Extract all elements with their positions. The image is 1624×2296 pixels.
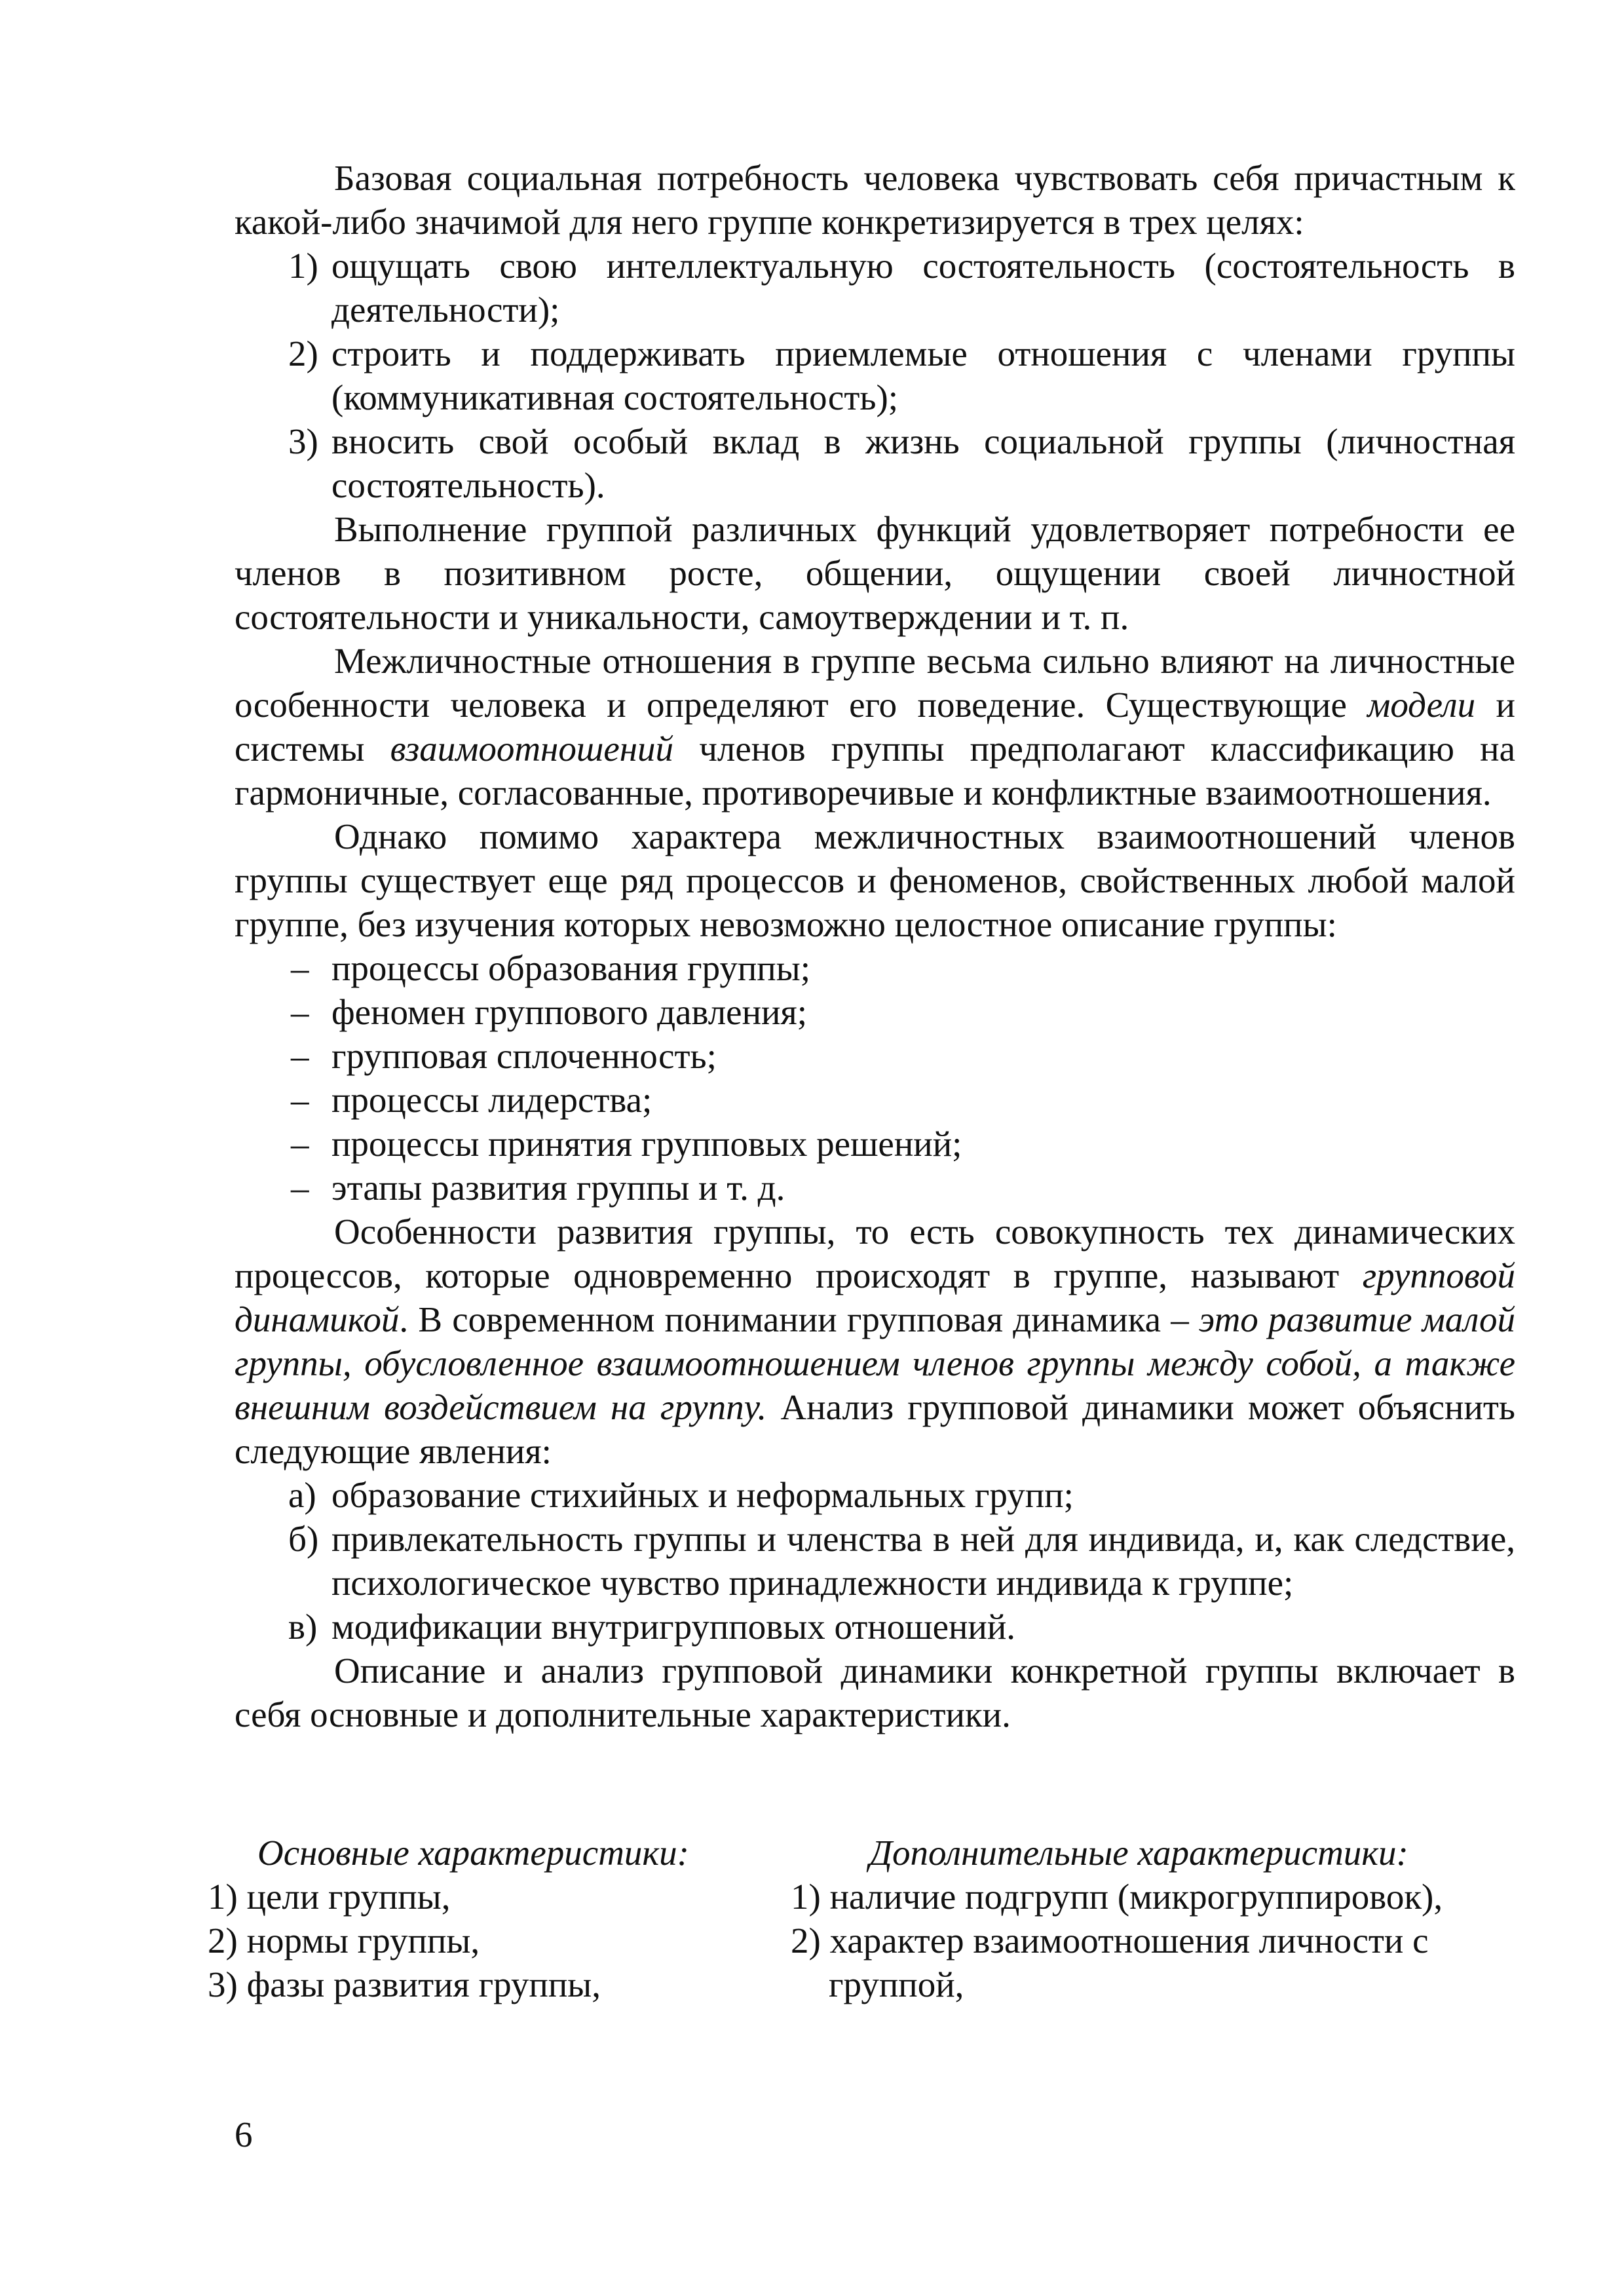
list-marker: –: [291, 1124, 309, 1164]
emphasis: модели: [1367, 685, 1476, 725]
list-marker: –: [291, 992, 309, 1032]
additional-characteristics-list: [791, 1875, 1518, 2006]
list-item: 3) фазы развития группы,: [208, 1964, 601, 2004]
list-item: – этапы развития группы и т. д.: [235, 1166, 1515, 1210]
list-item: – процессы образования группы;: [235, 946, 1515, 990]
list-item: 2) нормы группы,: [208, 1921, 480, 1961]
list-marker: 1): [288, 246, 318, 286]
processes-list: [235, 946, 1515, 1210]
list-marker: –: [291, 948, 309, 988]
list-item: 2) строить и поддерживать приемлемые отношения с членами группы (коммуникативная состоятельность);: [235, 332, 1515, 419]
functions-paragraph: Выполнение группой различных функций удовлетворяет потребности ее членов в позитивном росте, общении, ощущении своей личностной состоятельности и уникальности, самоутверждении и т. п.: [235, 509, 1515, 637]
list-marker: –: [291, 1080, 309, 1120]
list-item: 3) вносить свой особый вклад в жизнь социальной группы (личностная состоятельность).: [235, 419, 1515, 507]
list-marker: 2): [288, 334, 318, 373]
emphasis: взаимоотношений: [390, 729, 674, 769]
list-marker: а): [288, 1475, 316, 1515]
phenomena-list: [235, 1473, 1515, 1649]
additional-characteristics: [791, 1831, 1518, 2006]
page-number: 6: [235, 2114, 253, 2154]
list-item: – групповая сплоченность;: [235, 1034, 1515, 1078]
list-item: – феномен группового давления;: [235, 990, 1515, 1034]
list-item: – процессы лидерства;: [235, 1078, 1515, 1122]
list-marker: б): [288, 1519, 319, 1559]
goals-list: [235, 244, 1515, 507]
intro-paragraph: Базовая социальная потребность человека чувствовать себя причастным к какой-либо значимой для него группе конкретизируется в трех целях:: [235, 158, 1515, 242]
main-characteristics-heading: Основные характеристики:: [257, 1833, 689, 1873]
additional-characteristics-heading: Дополнительные характеристики:: [869, 1833, 1408, 1873]
list-marker: 3): [288, 421, 318, 461]
relations-paragraph: Межличностные отношения в группе весьма сильно влияют на личностные особенности человека и определяют его поведение. Существующие модели и системы взаимоотношений членов группы предполагают классификацию на гармоничные, согласованные, противоречивые и конфликтные взаимоотношения.: [235, 641, 1515, 813]
emphasis: – это развитие малой группы, обусловленное взаимоотношением членов группы между собой, а также внешним воздействием на группу.: [235, 1299, 1515, 1427]
list-item: – процессы принятия групповых решений;: [235, 1122, 1515, 1166]
main-characteristics-list: [208, 1875, 797, 2006]
emphasis: групповой динамикой: [235, 1255, 1515, 1339]
description-paragraph: Описание и анализ групповой динамики конкретной группы включает в себя основные и дополнительные характеристики.: [235, 1651, 1515, 1734]
list-marker: в): [288, 1607, 318, 1647]
list-item: 1) наличие подгрупп (микрогруппировок),: [791, 1877, 1443, 1917]
list-marker: –: [291, 1036, 309, 1076]
list-item: 1) ощущать свою интеллектуальную состоятельность (состоятельность в деятельности);: [235, 244, 1515, 332]
body-text: [235, 156, 1515, 1736]
list-marker: –: [291, 1168, 309, 1208]
main-characteristics: [208, 1831, 797, 2006]
list-item: в) модификации внутригрупповых отношений.: [235, 1605, 1515, 1649]
list-item: а) образование стихийных и неформальных групп;: [235, 1473, 1515, 1517]
list-item: 2) характер взаимоотношения личности с группой,: [791, 1921, 1429, 2004]
list-item: 1) цели группы,: [208, 1877, 451, 1917]
list-item: б) привлекательность группы и членства в ней для индивида, и, как следствие, психологическое чувство принадлежности индивида к группе;: [235, 1517, 1515, 1605]
dynamics-paragraph: Особенности развития группы, то есть совокупность тех динамических процессов, которые одновременно происходят в группе, называют групповой динамикой. В современном понимании групповая динамика – это развитие малой группы, обусловленное взаимоотношением членов группы между собой, а также внешним воздействием на группу. Анализ групповой динамики может объяснить следующие явления:: [235, 1212, 1515, 1471]
processes-paragraph: Однако помимо характера межличностных взаимоотношений членов группы существует еще ряд процессов и феноменов, свойственных любой малой группе, без изучения которых невозможно целостное описание группы:: [235, 816, 1515, 944]
